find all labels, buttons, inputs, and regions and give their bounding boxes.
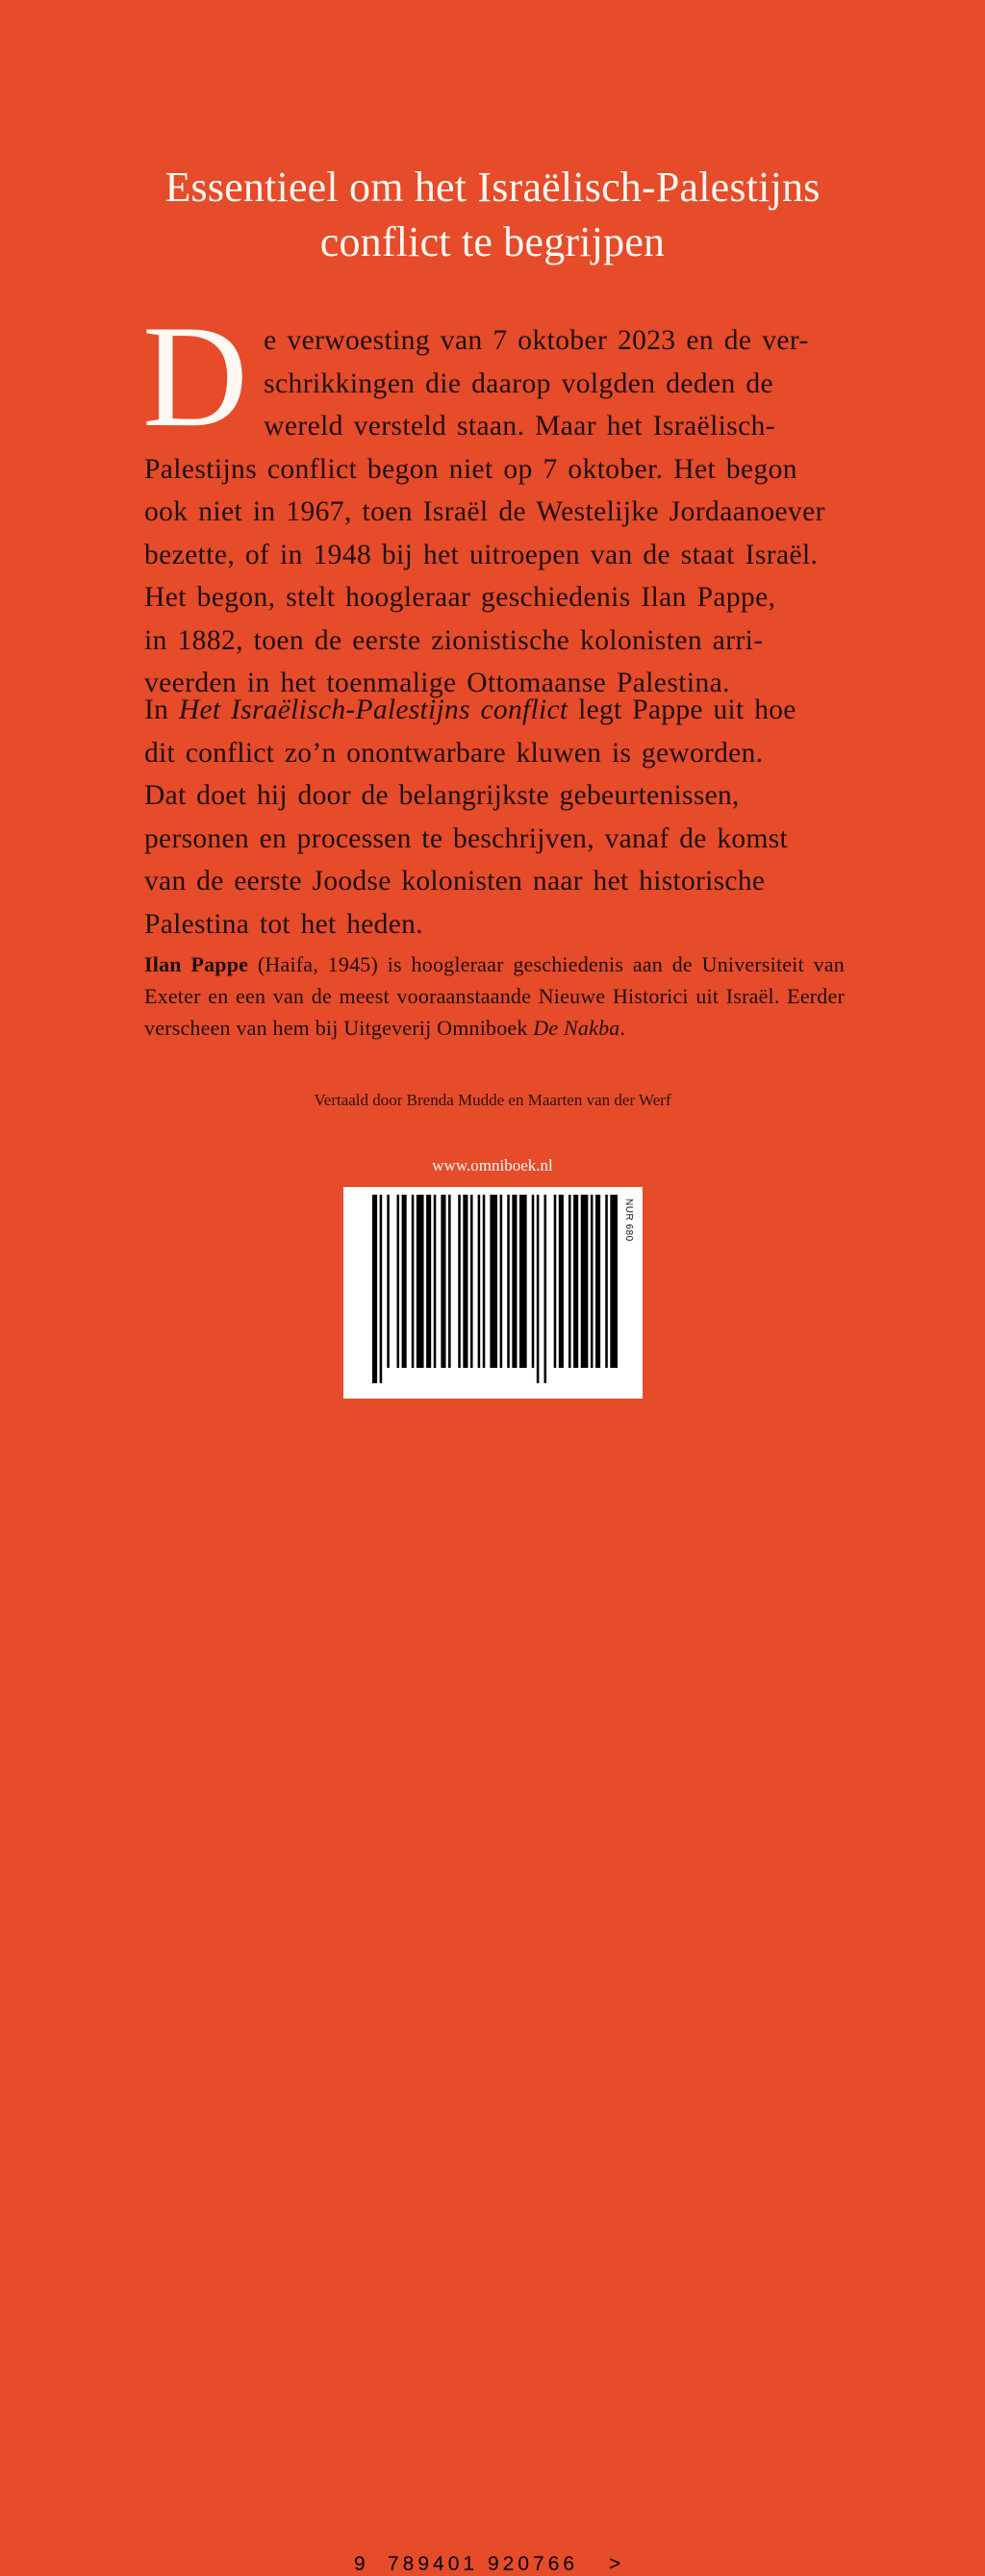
nur-code: NUR 680	[623, 1199, 634, 1242]
barcode-bar	[397, 1195, 400, 1368]
intro-line: schrikkingen die daarop volgden deden de	[264, 367, 774, 399]
intro-line: bezette, of in 1948 bij het uitroepen van de staat Israël.	[144, 539, 819, 570]
summary-line: Dat doet hij door de belangrijkste gebeurtenissen,	[144, 780, 740, 811]
summary-line: van de eerste Joodse kolonisten naar het historische	[144, 866, 766, 897]
barcode-bar	[470, 1195, 473, 1368]
isbn-group-2: 920766	[488, 2553, 579, 2575]
barcode-bar	[387, 1195, 390, 1368]
barcode-bar	[412, 1195, 415, 1368]
barcode-bar	[402, 1195, 407, 1368]
barcode-bar	[490, 1195, 497, 1368]
barcode-bar	[573, 1195, 578, 1368]
barcode-bar	[483, 1195, 486, 1368]
intro-line: e verwoesting van 7 oktober 2023 en de ver-	[264, 325, 809, 356]
summary-line: personen en processen te beschrijven, vanaf de komst	[144, 822, 788, 854]
barcode-bar	[559, 1195, 564, 1368]
intro-line: Palestijns conflict begon niet op 7 oktober. Het begon	[144, 453, 797, 485]
barcode-bar	[434, 1195, 437, 1368]
intro-line: ook niet in 1967, toen Israël de Westelijke Jordaanoever	[144, 496, 825, 527]
author-name: Ilan Pappe	[144, 952, 249, 976]
intro-line: in 1882, toen de eerste zionistische kolonisten arri-	[144, 624, 764, 656]
tagline-line-1: Essentieel om het Israëlisch-Palestijns	[164, 164, 821, 211]
bio-end: .	[619, 1016, 626, 1040]
barcode-bar	[519, 1195, 527, 1368]
summary-first-line	[144, 689, 845, 732]
barcode-bar	[568, 1195, 571, 1368]
barcode	[343, 1187, 643, 2575]
barcode-bar	[591, 1195, 594, 1368]
intro-line: veerden in het toenmalige Ottomaanse Palestina.	[144, 668, 730, 698]
summary-paragraph	[144, 689, 845, 946]
barcode-bar	[532, 1195, 535, 1368]
barcode-bar	[544, 1195, 547, 1383]
barcode-bar	[426, 1195, 431, 1368]
barcode-bar	[478, 1195, 481, 1368]
intro-line: wereld versteld staan. Maar het Israëlisch-	[264, 411, 776, 442]
summary-line: Palestina tot het heden.	[144, 908, 423, 940]
barcode-bars	[343, 1187, 643, 1399]
barcode-bar	[441, 1195, 445, 1368]
barcode-bar	[500, 1195, 503, 1368]
dropcap: D	[142, 295, 249, 457]
isbn-group-1: 789401	[388, 2553, 479, 2575]
barcode-bar	[458, 1195, 461, 1368]
tagline	[0, 160, 985, 269]
barcode-bar	[372, 1195, 377, 1383]
barcode-bar	[554, 1195, 557, 1368]
tagline-line-2: conflict te begrijpen	[319, 218, 666, 265]
intro-line: Het begon, stelt hoogleraar geschiedenis Ilan Pappe,	[144, 582, 776, 613]
barcode-bar	[605, 1195, 608, 1368]
barcode-bar	[417, 1195, 424, 1368]
intro-paragraph	[142, 295, 845, 705]
translators-credit: Vertaald door Brenda Mudde en Maarten van der Werf	[314, 1091, 671, 1109]
isbn-tail: >	[609, 2553, 621, 2575]
barcode-bar	[595, 1195, 600, 1368]
summary-first-line-rest: legt Pappe uit hoe	[578, 695, 796, 725]
isbn-lead-digit: 9	[354, 2553, 366, 2575]
other-book-title: De Nakba	[533, 1016, 620, 1040]
publisher-website: www.omniboek.nl	[432, 1156, 553, 1174]
barcode-bar	[507, 1195, 510, 1368]
barcode-bar	[581, 1195, 589, 1368]
author-bio	[144, 948, 845, 1044]
barcode-bar	[512, 1195, 517, 1368]
summary-prefix: In	[144, 695, 169, 725]
barcode-bar	[537, 1195, 540, 1383]
barcode-bar	[610, 1195, 618, 1368]
bio-text: (Haifa, 1945) is hoogleraar geschiedenis aan de Universiteit van Exeter en een van de meest vooraanstaande Nieuwe Historici uit Israël. Eerder verscheen van hem bij Uitgeverij Omniboek	[144, 952, 845, 1040]
barcode-bar	[380, 1195, 383, 1383]
barcode-bar	[463, 1195, 467, 1368]
barcode-bar	[448, 1195, 451, 1368]
book-title: Het Israëlisch-Palestijns conflict	[178, 695, 568, 725]
summary-line: dit conflict zo’n onontwarbare kluwen is geworden.	[144, 737, 764, 769]
